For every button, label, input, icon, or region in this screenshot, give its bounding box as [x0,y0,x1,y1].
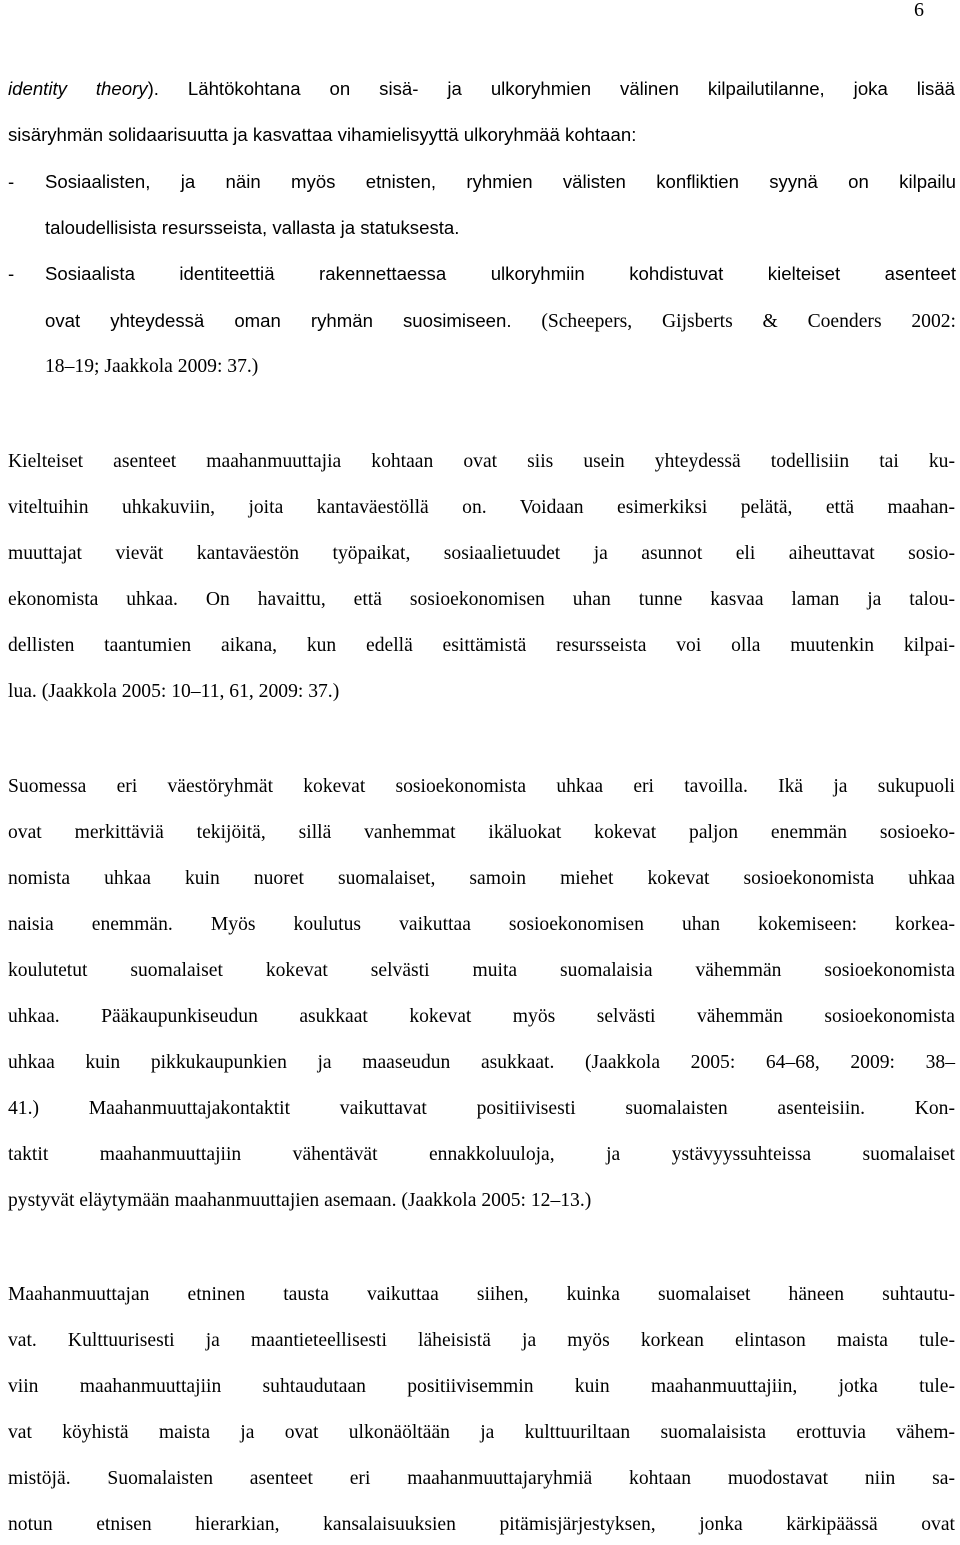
paragraph-1-line: dellisten taantumien aikana, kun edellä esittämistä resursseista voi olla muutenkin kilpai- [8,635,955,656]
paragraph-1-line: ekonomista uhkaa. On havaittu, että sosioekonomisen uhan tunne kasvaa laman ja talou- [8,589,955,610]
theory-name: identity theory [8,78,148,99]
bullet-1-line-1: Sosiaalisten, ja näin myös etnisten, ryhmien välisten konfliktien syynä on kilpailu [45,171,956,192]
paragraph-2-line: 41.) Maahanmuuttajakontaktit vaikuttavat positiivisesti suomalaisten asenteisiin. Kon- [8,1098,955,1119]
paragraph-3-line: mistöjä. Suomalaisten asenteet eri maahanmuuttajaryhmiä kohtaan muodostavat niin sa- [8,1468,955,1489]
paragraph-3-line: notun etnisen hierarkian, kansalaisuuksien pitämisjärjestyksen, jonka kärkipäässä ovat [8,1514,955,1535]
page-number: 6 [914,0,924,21]
intro-line-1 [8,77,955,101]
intro-line-2: sisäryhmän solidaarisuutta ja kasvattaa vihamielisyyttä ulkoryhmää kohtaan: [8,124,637,145]
paragraph-2-line: uhkaa kuin pikkukaupunkien ja maaseudun asukkaat. (Jaakkola 2005: 64–68, 2009: 38– [8,1052,955,1073]
paragraph-2-line: nomista uhkaa kuin nuoret suomalaiset, samoin miehet kokevat sosioekonomista uhkaa [8,868,955,889]
paragraph-2-line: ovat merkittäviä tekijöitä, sillä vanhemmat ikäluokat kokevat paljon enemmän sosioeko- [8,822,955,843]
bullet-1-line-2: taloudellisista resursseista, vallasta ja statuksesta. [45,217,460,238]
intro-line-1-rest: ). Lähtökohtana on sisä- ja ulkoryhmien välinen kilpailutilanne, joka lisää [147,78,955,99]
paragraph-1-line: muuttajat vievät kantaväestön työpaikat, sosiaalietuudet ja asunnot eli aiheuttavat sosio- [8,543,955,564]
paragraph-2-line: uhkaa. Pääkaupunkiseudun asukkaat kokevat myös selvästi vähemmän sosioekonomista [8,1006,955,1027]
paragraph-3-line: Maahanmuuttajan etninen tausta vaikuttaa siihen, kuinka suomalaiset häneen suhtautu- [8,1284,955,1305]
paragraph-3-line: vat. Kulttuurisesti ja maantieteellisesti läheisistä ja myös korkean elintason maista tule- [8,1330,955,1351]
bullet-2-line-1: Sosiaalista identiteettiä rakennettaessa ulkoryhmiin kohdistuvat kielteiset asenteet [45,263,956,284]
paragraph-2-line: koulutetut suomalaiset kokevat selvästi muita suomalaisia vähemmän sosioekonomista [8,960,955,981]
bullet-dash: - [8,263,15,284]
paragraph-2-line: taktit maahanmuuttajiin vähentävät ennakkoluuloja, ja ystävyyssuhteissa suomalaiset [8,1144,955,1165]
paragraph-2-line: pystyvät eläytymään maahanmuuttajien asemaan. (Jaakkola 2005: 12–13.) [8,1190,592,1211]
paragraph-3-line: vat köyhistä maista ja ovat ulkonäöltään ja kulttuuriltaan suomalaisista erottuvia vähem- [8,1422,955,1443]
bullet-2-line-3: 18–19; Jaakkola 2009: 37.) [45,356,259,377]
paragraph-3-line: viin maahanmuuttajiin suhtaudutaan positiivisemmin kuin maahanmuuttajiin, jotka tule- [8,1376,955,1397]
paragraph-1-line: viteltuihin uhkakuviin, joita kantaväestöllä on. Voidaan esimerkiksi pelätä, että maahan- [8,497,955,518]
paragraph-2-line: naisia enemmän. Myös koulutus vaikuttaa sosioekonomisen uhan kokemiseen: korkea- [8,914,955,935]
bullet-2-line-2-text: ovat yhteydessä oman ryhmän suosimiseen. [45,310,512,331]
citation: (Scheepers, Gijsberts & Coenders 2002: [511,311,957,332]
paragraph-1-line: Kielteiset asenteet maahanmuuttajia kohtaan ovat siis usein yhteydessä todellisiin tai ku- [8,451,955,472]
paragraph-1-line: lua. (Jaakkola 2005: 10–11, 61, 2009: 37.) [8,681,340,702]
paragraph-2-line: Suomessa eri väestöryhmät kokevat sosioekonomista uhkaa eri tavoilla. Ikä ja sukupuoli [8,776,955,797]
bullet-2-line-2 [45,309,956,333]
bullet-dash: - [8,171,15,192]
